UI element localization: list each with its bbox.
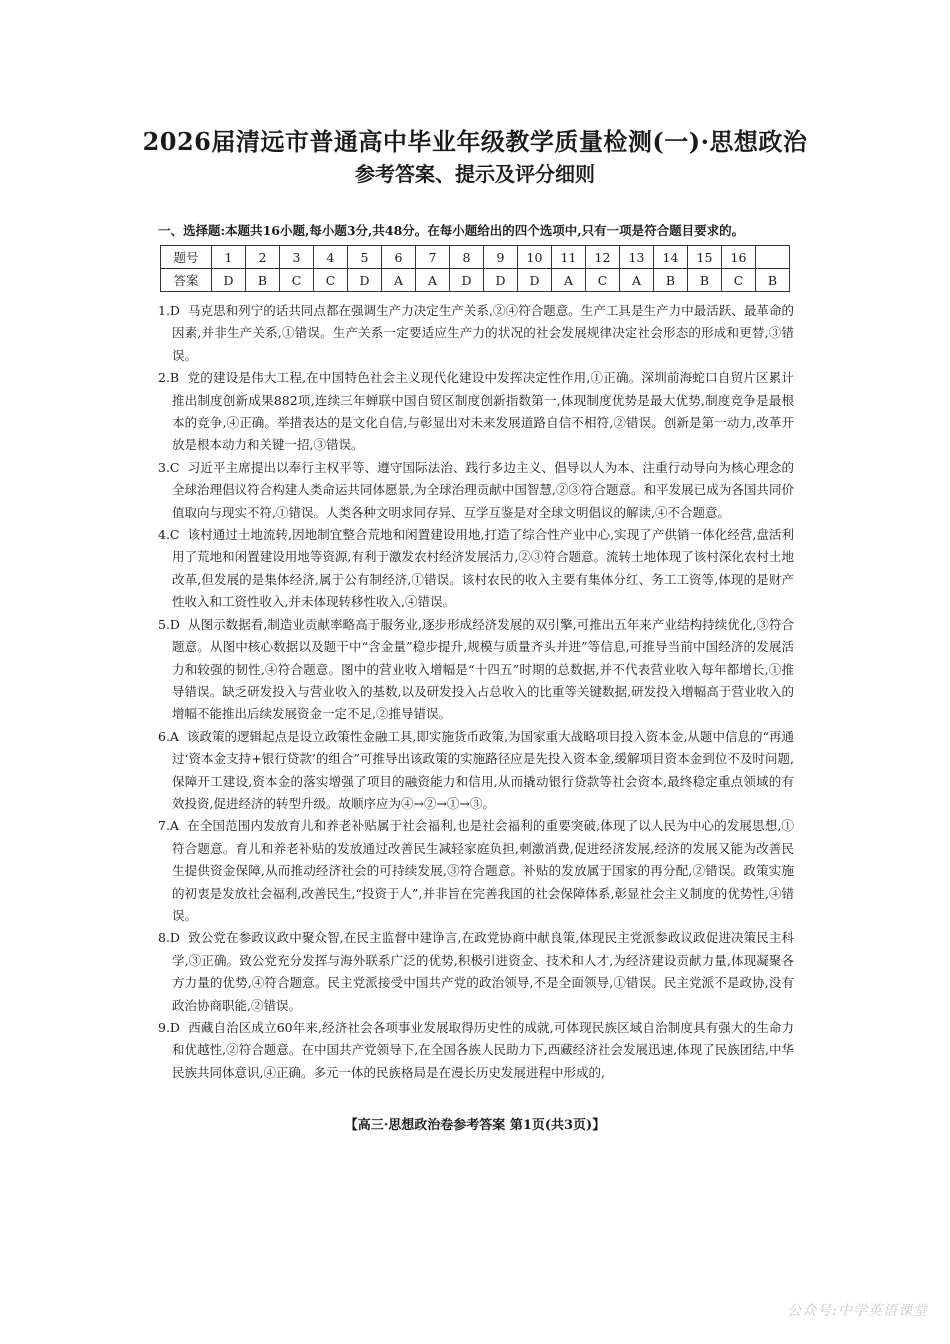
question-number: 5 [348, 246, 382, 269]
answer-cell: D [450, 269, 484, 292]
answer-cell: B [688, 269, 722, 292]
answer-cell: C [722, 269, 756, 292]
explanation-text: 西藏自治区成立60年来,经济社会各项事业发展取得历史性的成就,可体现民族区域自治制度具有强大的生命力和优越性,②符合题意。在中国共产党领导下,在全国各族人民助力下,西藏经济社会发展迅速,体现了民族团结,中华民族共同体意识,④正确。多元一体的民族格局是在漫长历史发展进程中形成的, [172, 1020, 795, 1080]
explanation-item [158, 300, 794, 367]
explanation-number: 2.B [158, 370, 180, 386]
question-number: 4 [314, 246, 348, 269]
explanation-item [158, 367, 794, 457]
answer-cell: D [212, 269, 246, 292]
explanation-number: 9.D [158, 1020, 180, 1035]
answer-cell: B [654, 269, 688, 292]
answer-cell: A [620, 269, 654, 292]
explanation-text: 党的建设是伟大工程,在中国特色社会主义现代化建设中发挥决定性作用,①正确。深圳前海蛇口自贸片区累计推出制度创新成果882项,连续三年蝉联中国自贸区制度创新指数第一,体现制度优势是最大优势,制度竞争是最根本的竞争,④正确。举措表达的是文化自信,与彰显出对未来发展道路自信不相符,②错误。创新是第一动力,改革开放是根本动力和关键一招,③错误。 [172, 370, 794, 453]
explanation-text: 致公党在参政议政中聚众智,在民主监督中建诤言,在政党协商中献良策,体现民主党派参政议政促进决策民主科学,③正确。致公党充分发挥与海外联系广泛的优势,积极引进资金、技术和人才,为经济建设贡献力量,体现凝聚各方力量的优势,④符合题意。民主党派接受中国共产党的政治领导,不是全面领导,①错误。民主党派不是政协,没有政治协商职能,②错误。 [172, 930, 794, 1013]
question-number: 14 [654, 246, 688, 269]
answer-table-number-row [161, 246, 790, 269]
explanation-text: 习近平主席提出以奉行主权平等、遵守国际法治、践行多边主义、倡导以人为本、注重行动导向为核心理念的全球治理倡议符合构建人类命运共同体愿景,为全球治理贡献中国智慧,②③符合题意。和平发展已成为各国共同价值取向与现实不符,①错误。人类各种文明求同存异、互学互鉴是对全球文明倡议的解读,④不合题意。 [172, 459, 794, 520]
question-number: 3 [280, 246, 314, 269]
explanation-item [158, 726, 794, 816]
question-number: 8 [450, 246, 484, 269]
answer-table [160, 245, 790, 292]
answer-cell: C [586, 269, 620, 292]
question-number: 10 [518, 246, 552, 269]
question-number [756, 246, 790, 269]
explanation-number: 3.C [158, 459, 180, 475]
row-label: 答案 [161, 269, 212, 292]
question-number: 6 [382, 246, 416, 269]
watermark: 公众号:中学英语课堂 [787, 1303, 928, 1319]
question-number: 7 [416, 246, 450, 269]
explanation-text: 在全国范围内发放育儿和养老补贴属于社会福利,也是社会福利的重要突破,体现了以人民为中心的发展思想,①符合题意。育儿和养老补贴的发放通过改善民生减轻家庭负担,刺激消费,促进经济发展,经济的发展又能为改善民生提供资金保障,从而推动经济社会的可持续发展,③符合题意。补贴的发放属于国家的再分配,②错误。政策实施的初衷是发放社会福利,改善民生,“投资于人”,并非旨在完善我国的社会保障体系,彰显社会主义制度的优势性,④错误。 [172, 818, 794, 923]
row-label: 题号 [161, 246, 212, 269]
question-number: 15 [688, 246, 722, 269]
explanation-item [158, 457, 794, 524]
answer-cell: D [484, 269, 518, 292]
explanation-number: 5.D [158, 616, 180, 632]
explanation-item [158, 614, 794, 726]
explanation-item [158, 1017, 794, 1084]
page-footer: 【高三·思想政治卷参考答案 第1页(共3页)】 [344, 1118, 606, 1133]
explanation-text: 从图示数据看,制造业贡献率略高于服务业,逐步形成经济发展的双引擎,可推出五年来产业结构持续优化,③符合题意。从图中核心数据以及题干中“含金量”稳步提升,规模与质量齐头并进”等信息,可推导当前中国经济的发展活力和较强的韧性,④符合题意。图中的营业收入增幅是“十四五”时期的总数据,并不代表营业收入每年都增长,①推导错误。缺乏研发投入与营业收入的基数,以及研发投入占总收入的比重等关键数据,研发投入增幅高于营业收入的增幅不能推出后续发展资金一定不足,②推导错误。 [172, 616, 794, 722]
page-subtitle: 参考答案、提示及评分细则 [355, 162, 595, 186]
answer-cell: C [280, 269, 314, 292]
explanation-text: 该政策的逻辑起点是设立政策性金融工具,即实施货币政策,为国家重大战略项目投入资本金,从题中信息的“再通过‘资本金支持+银行贷款’的组合”可推导出该政策的实施路径应是先投入资本金,缓解项目资本金到位不及时问题,保障开工建设,资本金的落实增强了项目的融资能力和信用,从而撬动银行贷款等社会资本,最终稳定重点领域的有效投资,促进经济的转型升级。故顺序应为④→②→①→③。 [172, 728, 794, 811]
answer-cell: B [246, 269, 280, 292]
answer-table-answer-row [161, 269, 790, 292]
question-number: 11 [552, 246, 586, 269]
explanation-number: 8.D [158, 930, 180, 946]
explanation-text: 马克思和列宁的话共同点都在强调生产力决定生产关系,②④符合题意。生产工具是生产力中最活跃、最革命的因素,并非生产关系,①错误。生产关系一定要适应生产力的状况的社会发展规律决定社会形态的形成和更替,③错误。 [172, 303, 794, 363]
page-title: 2026届清远市普通高中毕业年级教学质量检测(一)·思想政治 [142, 127, 808, 156]
question-number: 2 [246, 246, 280, 269]
answer-cell: A [382, 269, 416, 292]
answer-cell: C [314, 269, 348, 292]
question-number: 12 [586, 246, 620, 269]
explanation-number: 6.A [158, 728, 179, 744]
question-number: 9 [484, 246, 518, 269]
question-number: 1 [212, 246, 246, 269]
explanations [158, 300, 794, 1084]
explanation-text: 该村通过土地流转,因地制宜整合荒地和闲置建设用地,打造了综合性产业中心,实现了产供销一体化经营,盘活利用了荒地和闲置建设用地等资源,有利于激发农村经济发展活力,②③符合题意。流转土地体现了该村深化农村土地改革,但发展的是集体经济,属于公有制经济,①错误。该村农民的收入主要有集体分红、务工工资等,体现的是财产性收入和工资性收入,并未体现转移性收入,④错误。 [172, 527, 794, 610]
question-number: 16 [722, 246, 756, 269]
answer-cell: D [518, 269, 552, 292]
explanation-item [158, 815, 794, 927]
explanation-number: 7.A [158, 818, 179, 834]
question-number: 13 [620, 246, 654, 269]
answer-cell: B [756, 269, 790, 292]
explanation-item [158, 524, 794, 614]
section-instruction: 一、选择题:本题共16小题,每小题3分,共48分。在每小题给出的四个选项中,只有一项是符合题目要求的。 [158, 223, 745, 238]
answer-cell: A [552, 269, 586, 292]
explanation-item [158, 927, 794, 1017]
answer-cell: A [416, 269, 450, 292]
explanation-number: 4.C [158, 527, 180, 543]
explanation-number: 1.D [158, 303, 180, 318]
answer-cell: D [348, 269, 382, 292]
